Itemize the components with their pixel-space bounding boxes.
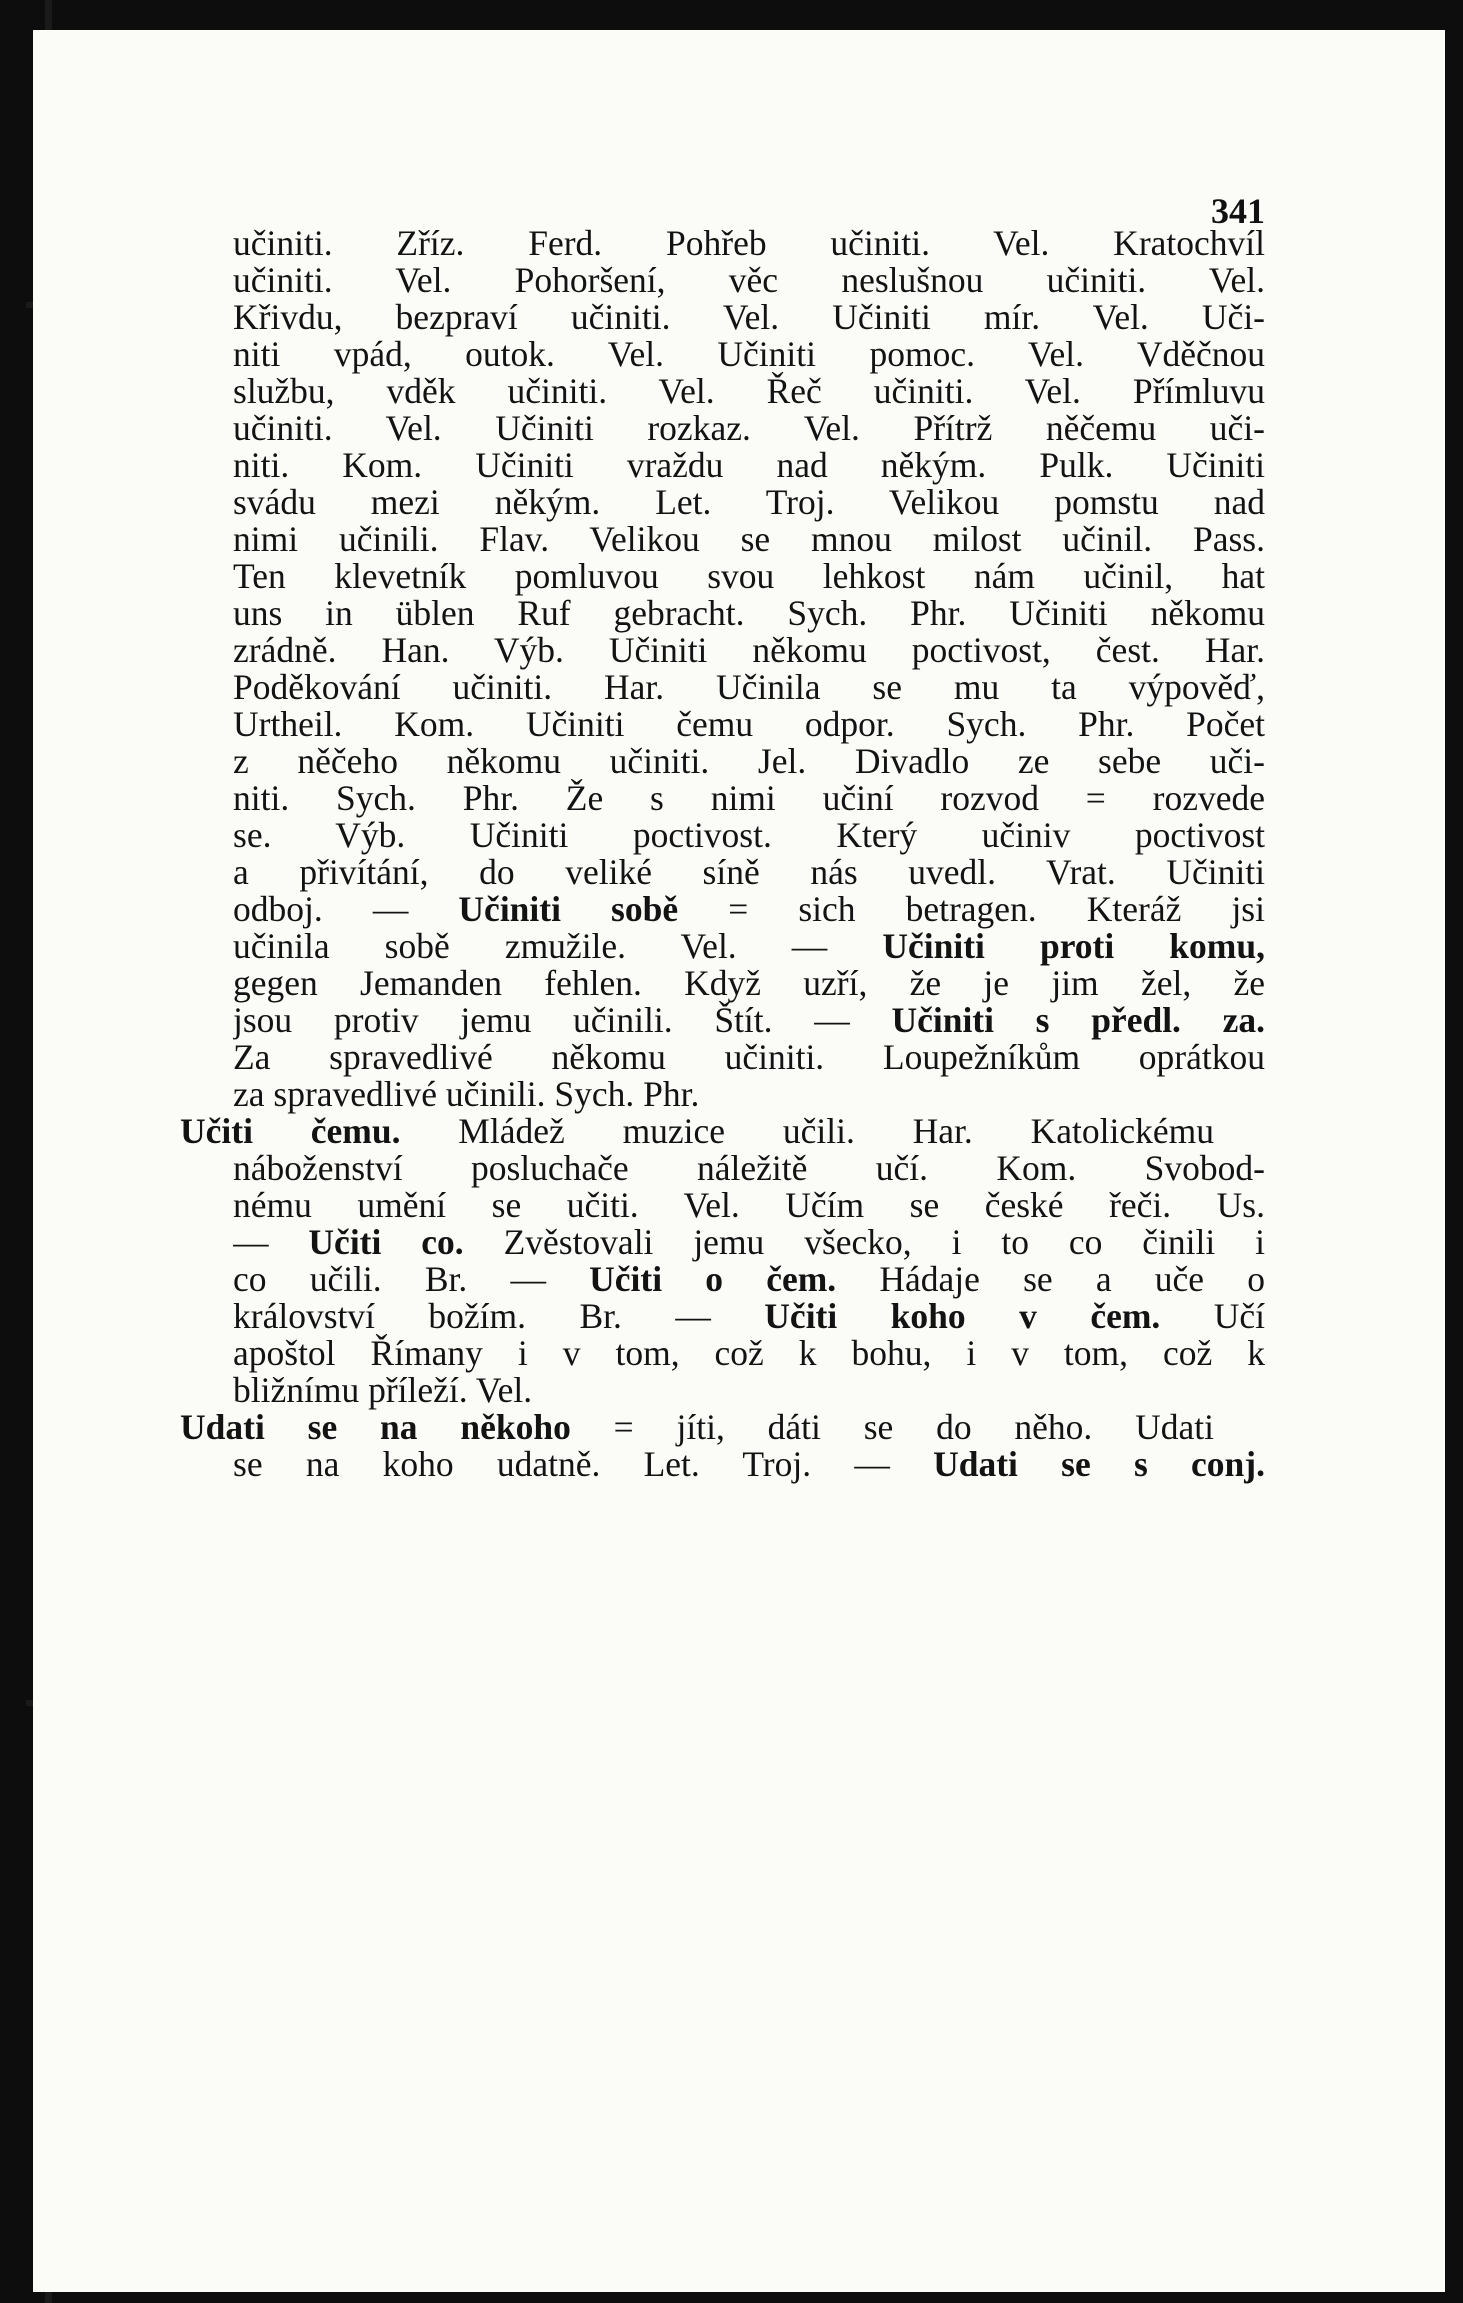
headword: Učiniti s předl. za.	[891, 999, 1265, 1040]
text-segment: bližnímu příleží. Vel.	[233, 1369, 533, 1410]
headword: Učiti čemu.	[180, 1110, 401, 1151]
text-segment: učiniti. Vel. Učiniti rozkaz. Vel. Přítrž něčemu uči-	[233, 407, 1265, 448]
text-segment: jsou protiv jemu učinili. Štít. —	[233, 999, 892, 1040]
headword: Učiniti proti komu,	[882, 925, 1265, 966]
headword: Učiti o čem.	[589, 1258, 837, 1299]
text-segment: náboženství posluchače náležitě učí. Kom. Svobod-	[233, 1147, 1265, 1188]
text-segment: = sich betragen. Kteráž jsi	[678, 888, 1265, 929]
text-line	[233, 1437, 1265, 1491]
text-segment: niti. Sych. Phr. Že s nimi učiní rozvod = rozvede	[233, 777, 1265, 818]
text-segment: svádu mezi někým. Let. Troj. Velikou pomstu nad	[233, 481, 1265, 522]
text-segment: = jíti, dáti se do něho. Udati	[570, 1406, 1214, 1447]
headword: Udati se na někoho	[180, 1406, 571, 1447]
text-segment: Ten klevetník pomluvou svou lehkost nám učinil, hat	[233, 555, 1265, 596]
text-segment: učinila sobě zmužile. Vel. —	[233, 925, 883, 966]
text-segment: Učí	[1160, 1295, 1265, 1336]
text-segment: Mládež muzice učili. Har. Katolickému	[400, 1110, 1214, 1151]
text-segment: za spravedlivé učinili. Sych. Phr.	[233, 1073, 700, 1114]
text-segment: učiniti. Vel. Pohoršení, věc neslušnou učiniti. Vel.	[233, 259, 1265, 300]
text-segment: —	[233, 1221, 309, 1262]
text-segment: co učili. Br. —	[233, 1258, 590, 1299]
text-segment: zrádně. Han. Výb. Učiniti někomu poctivost, čest. Har.	[233, 629, 1265, 670]
headword: Učiniti sobě	[458, 888, 679, 929]
text-segment: apoštol Římany i v tom, což k bohu, i v tom, což k	[233, 1332, 1265, 1373]
text-segment: království božím. Br. —	[233, 1295, 765, 1336]
text-segment: Poděkování učiniti. Har. Učinila se mu ta výpověď,	[233, 666, 1265, 707]
text-segment: se. Výb. Učiniti poctivost. Který učiniv poctivost	[233, 814, 1265, 855]
text-segment: odboj. —	[233, 888, 459, 929]
text-segment: nimi učinili. Flav. Velikou se mnou milost učinil. Pass.	[233, 518, 1265, 559]
text-segment: nému umění se učiti. Vel. Učím se české řeči. Us.	[233, 1184, 1265, 1225]
text-segment: Hádaje se a uče o	[836, 1258, 1265, 1299]
text-segment: Zvěstovali jemu všecko, i to co činili i	[463, 1221, 1265, 1262]
text-segment: Urtheil. Kom. Učiniti čemu odpor. Sych. Phr. Počet	[233, 703, 1265, 744]
headword: Učiti koho v čem.	[764, 1295, 1161, 1336]
text-segment: gegen Jemanden fehlen. Když uzří, že je jim žel, že	[233, 962, 1265, 1003]
text-segment: službu, vděk učiniti. Vel. Řeč učiniti. Vel. Přímluvu	[233, 370, 1265, 411]
text-segment: učiniti. Zříz. Ferd. Pohřeb učiniti. Vel. Kratochvíl	[233, 222, 1265, 263]
text-segment: z něčeho někomu učiniti. Jel. Divadlo ze sebe uči-	[233, 740, 1265, 781]
text-segment: niti vpád, outok. Vel. Učiniti pomoc. Vel. Vděčnou	[233, 333, 1265, 374]
text-segment: niti. Kom. Učiniti vraždu nad někým. Pulk. Učiniti	[233, 444, 1265, 485]
headword: Udati se s conj.	[933, 1443, 1265, 1484]
text-segment: se na koho udatně. Let. Troj. —	[233, 1443, 934, 1484]
text-segment: uns in üblen Ruf gebracht. Sych. Phr. Učiniti někomu	[233, 592, 1265, 633]
text-segment: a přivítání, do veliké síně nás uvedl. Vrat. Učiniti	[233, 851, 1265, 892]
book-page	[33, 30, 1445, 2292]
text-segment: Za spravedlivé někomu učiniti. Loupežníkům oprátkou	[233, 1036, 1265, 1077]
text-segment: Křivdu, bezpraví učiniti. Vel. Učiniti mír. Vel. Uči-	[233, 296, 1265, 337]
page-number: 341	[1211, 191, 1265, 231]
headword: Učiti co.	[308, 1221, 464, 1262]
